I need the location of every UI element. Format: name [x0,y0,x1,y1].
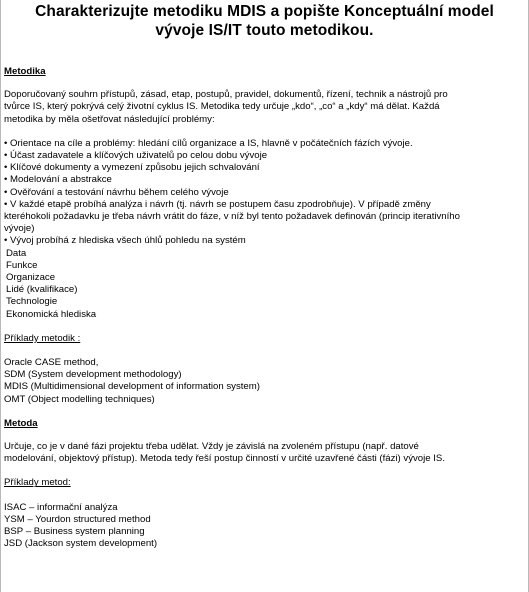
subheading-priklady-metod: Příklady metod: [4,477,71,489]
example-item: MDIS (Multidimensional development of information system) [4,381,260,393]
title-line-1: Charakterizujte metodiku MDIS a popište Konceptuální model [35,3,494,20]
page-title [7,2,522,40]
section-heading-metodika: Metodika [4,66,46,77]
list-item-continuation: vývoje) [4,223,35,235]
section-heading-metoda: Metoda [4,417,38,429]
list-item: • Modelování a abstrakce [4,174,112,186]
metoda-examples [4,502,526,551]
view-item: Organizace [6,272,56,284]
list-item: • V každé etapě probíhá analýza i návrh (tj. návrh se postupem času zpodrobňuje). V případě změny [4,198,431,210]
metodika-bullet-list [4,138,526,321]
list-item: • Klíčové dokumenty a vymezení způsobu jejich schvalování [4,162,260,174]
metodika-intro [4,89,526,126]
view-item: Data [6,247,27,259]
view-item: Technologie [6,296,58,308]
view-item: Funkce [6,259,38,271]
view-item: Ekonomická hlediska [6,308,97,320]
example-item: JSD (Jackson system development) [4,538,158,550]
title-line-2: vývoje IS/IT touto metodikou. [155,22,374,39]
example-item: BSP – Business system planning [4,526,145,538]
text-line: Určuje, co je v dané fázi projektu třeba udělat. Vždy je závislá na zvoleném přístupu (např. datové [4,441,419,453]
text-line: modelování, objektový přístup). Metoda tedy řeší postup činností v určité uzavřené části (fázi) vývoje IS. [4,453,445,465]
example-item: OMT (Object modelling techniques) [4,393,155,405]
example-item: ISAC – informační analýza [4,501,118,513]
text-line: metodika by měla ošetřovat následující problémy: [4,113,215,125]
metodika-examples [4,357,526,406]
view-item: Lidé (kvalifikace) [6,284,78,296]
list-item: • Vývoj probíhá z hlediska všech úhlů pohledu na systém [4,235,246,247]
example-item: Oracle CASE method, [4,357,99,369]
example-item: YSM – Yourdon structured method [4,513,151,525]
list-item: • Účast zadavatele a klíčových uživatelů po celou dobu vývoje [4,150,268,162]
subheading-priklady-metodik: Příklady metodik : [4,332,81,344]
list-item-continuation: kteréhokoli požadavku je třeba návrh vrátit do fáze, v níž byl tento požadavek definován (princip iterativního [4,211,460,223]
metoda-intro [4,441,526,465]
document-body [4,66,526,551]
text-line: tvůrce IS, který pokrývá celý životní cyklus IS. Metodika tedy určuje „kdo“, „co“ a „kdy“ má dělat. Každá [4,101,440,113]
text-line: Doporučovaný souhrn přístupů, zásad, etap, postupů, pravidel, dokumentů, řízení, technik a nástrojů pro [4,89,448,101]
list-item: • Orientace na cíle a problémy: hledání cílů organizace a IS, hlavně v počátečních fázích vývoje. [4,137,413,149]
example-item: SDM (System development methodology) [4,369,182,381]
list-item: • Ověřování a testování návrhu během celého vývoje [4,186,229,198]
